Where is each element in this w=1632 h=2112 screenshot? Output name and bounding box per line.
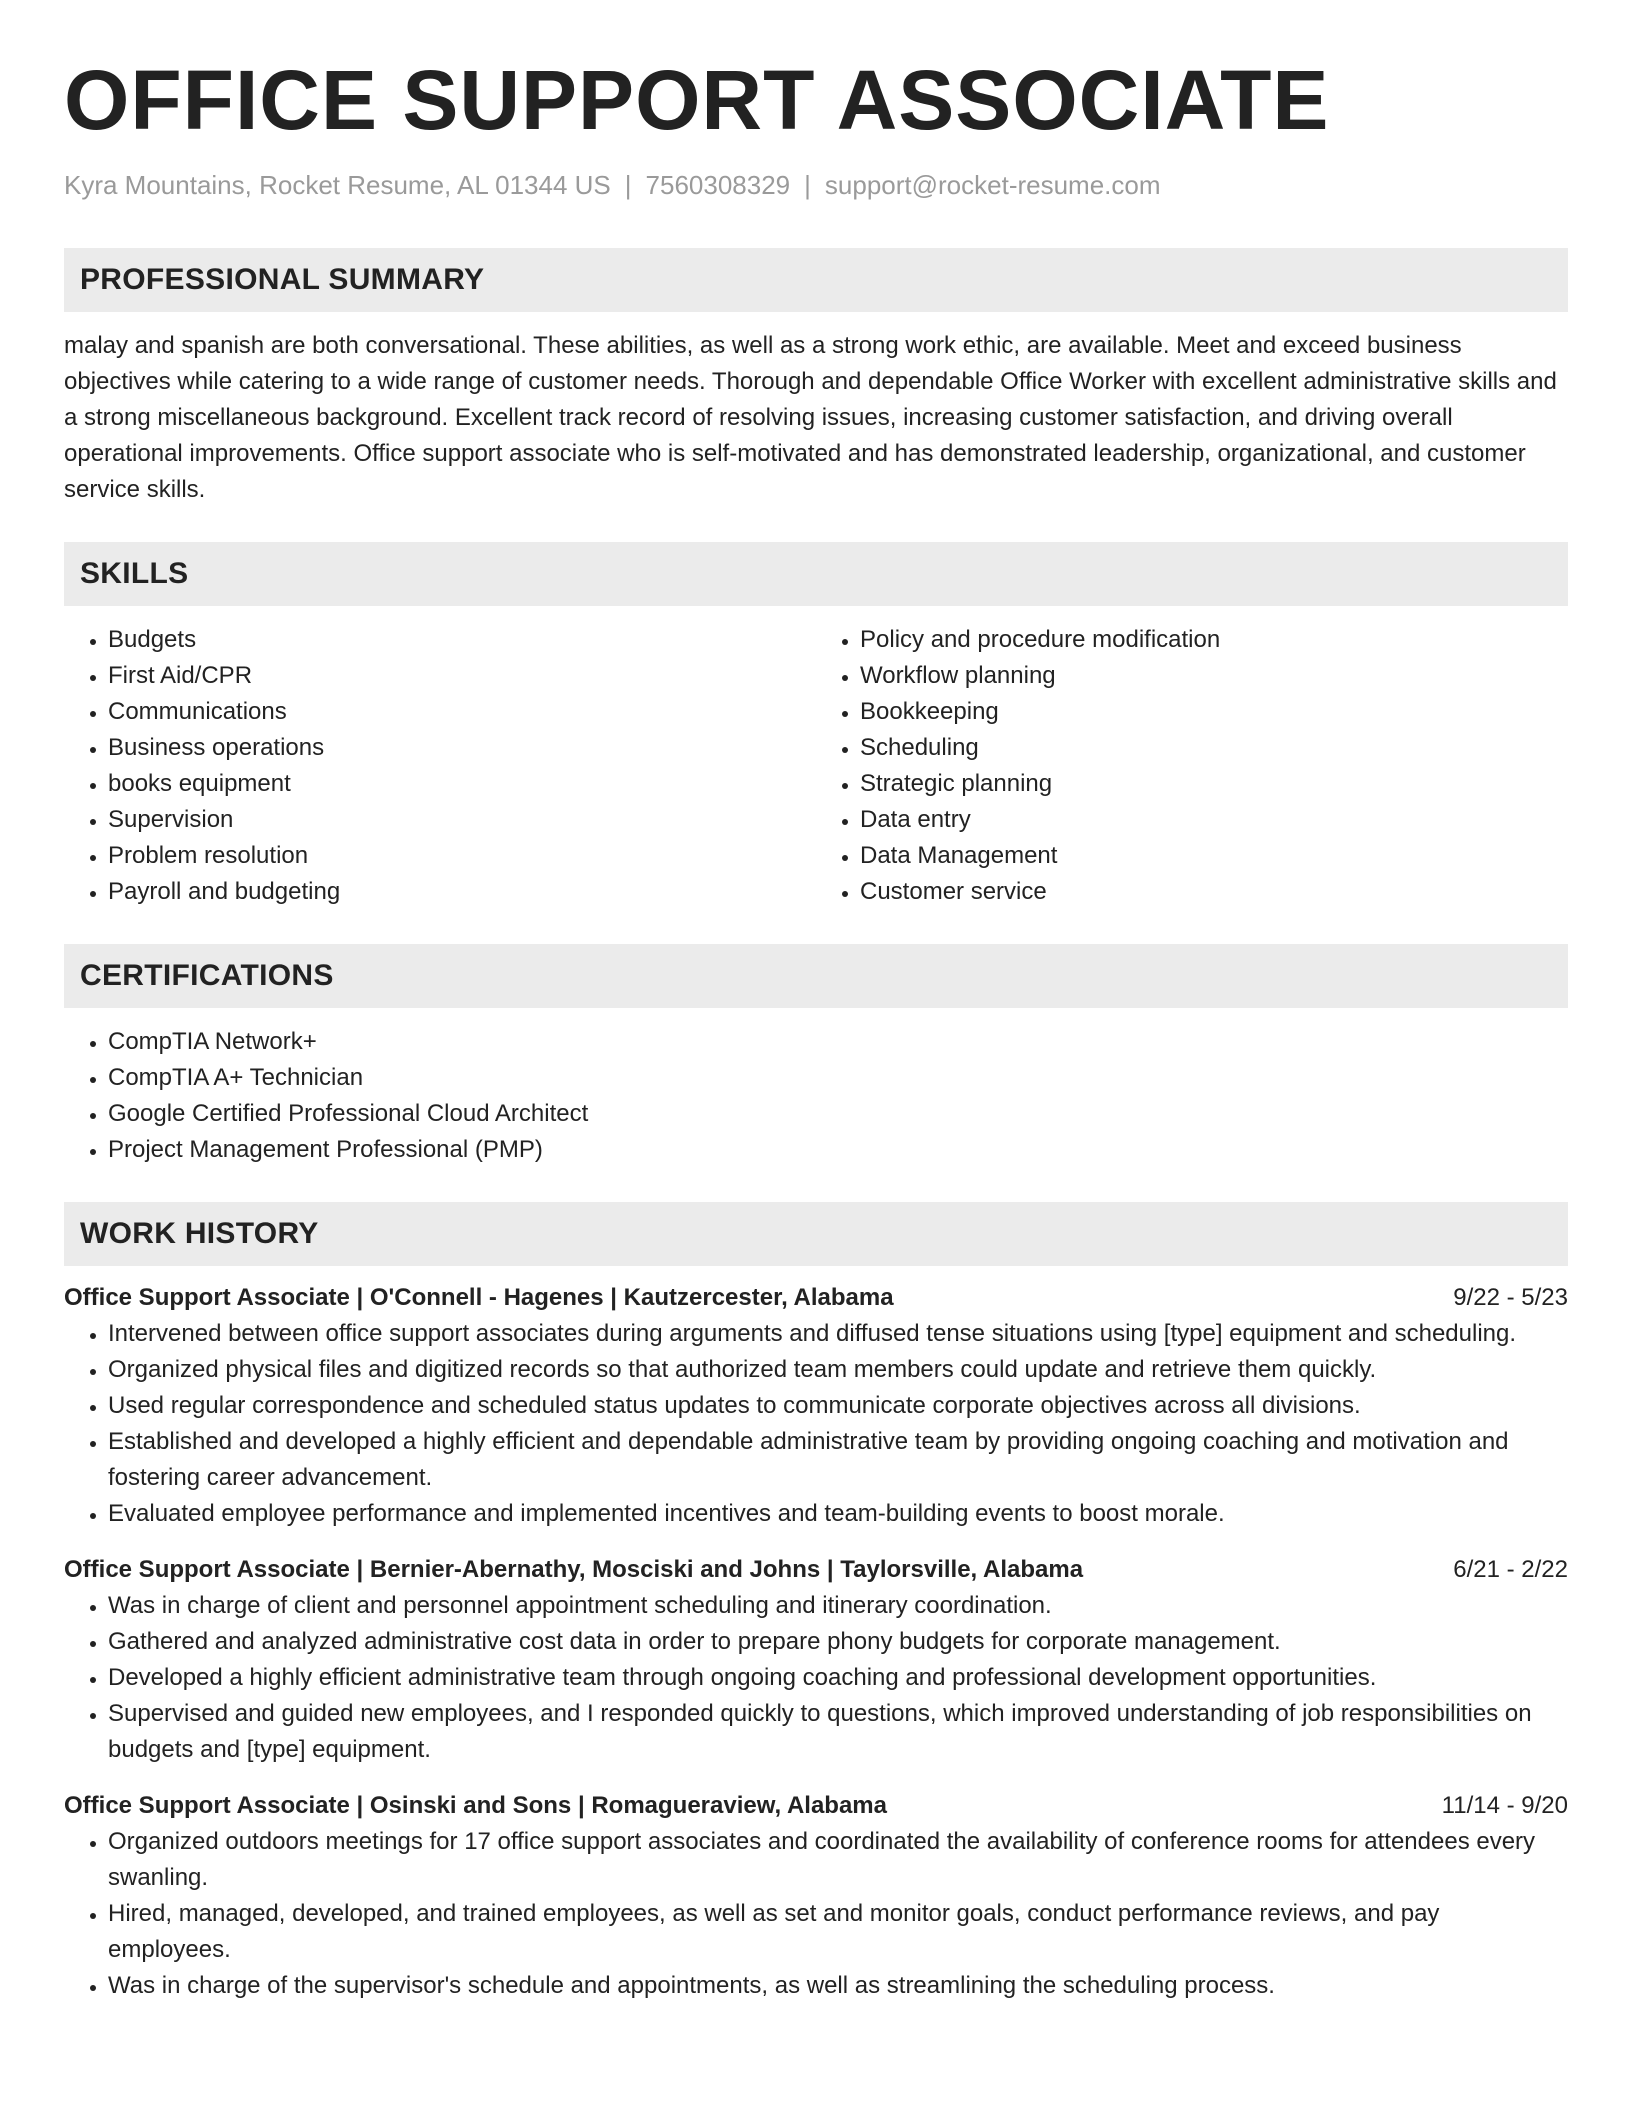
job-bullet: • Was in charge of client and personnel appointment scheduling and itinerary coordination. [108,1588,1568,1624]
certification-item: • CompTIA Network+ [108,1024,1568,1060]
skill-item: • Scheduling [860,730,1568,766]
skill-item: • Data Management [860,838,1568,874]
certifications-heading: CERTIFICATIONS [64,944,1568,1008]
contact-email[interactable]: support@rocket-resume.com [824,170,1161,200]
job-bullet: • Used regular correspondence and scheduled status updates to communicate corporate objectives across all divisions. [108,1388,1568,1424]
skills-list [64,622,1568,910]
job-bullet: • Intervened between office support associates during arguments and diffused tense situations using [type] equipment and scheduling. [108,1316,1568,1352]
contact-line [64,172,1568,198]
job-bullet: • Organized physical files and digitized records so that authorized team members could update and retrieve them quickly. [108,1352,1568,1388]
skill-item: • Strategic planning [860,766,1568,802]
summary-text: malay and spanish are both conversational. These abilities, as well as a strong work ethic, are available. Meet and exceed business objectives while catering to a wide range of customer needs. Thorough and dependable Office Worker with excellent administrative skills and a strong miscellaneous background. Excellent track record of resolving issues, increasing customer satisfaction, and driving overall operational improvements. Office support associate who is self-motivated and has demonstrated leadership, organizational, and customer service skills. [64,332,1557,503]
skill-item: • Workflow planning [860,658,1568,694]
job-bullet: • Gathered and analyzed administrative cost data in order to prepare phony budgets for corporate management. [108,1624,1568,1660]
certification-item: • Project Management Professional (PMP) [108,1132,1568,1168]
resume-page [64,53,1568,2004]
skill-item: • Business operations [108,730,816,766]
skill-item: • Bookkeeping [860,694,1568,730]
contact-separator: | [624,170,632,200]
job-header [64,1788,1568,1824]
skill-item: • Payroll and budgeting [108,874,816,910]
skill-item: • First Aid/CPR [108,658,816,694]
job-entry [64,1552,1568,1768]
job-dates: 9/22 - 5/23 [1453,1284,1568,1311]
job-title: Office Support Associate | Bernier-Abernathy, Mosciski and Johns | Taylorsville, Alabama [64,1556,1084,1583]
job-dates: 6/21 - 2/22 [1453,1556,1568,1583]
certification-item: • Google Certified Professional Cloud Architect [108,1096,1568,1132]
skill-item: • Communications [108,694,816,730]
skills-heading: SKILLS [64,542,1568,606]
certification-item: • CompTIA A+ Technician [108,1060,1568,1096]
skill-item: • books equipment [108,766,816,802]
job-bullet: • Hired, managed, developed, and trained employees, as well as set and monitor goals, conduct performance reviews, and pay employees. [108,1896,1568,1968]
skill-item: • Customer service [860,874,1568,910]
job-header [64,1280,1568,1316]
skills-column-left [64,622,816,910]
job-dates: 11/14 - 9/20 [1441,1792,1568,1819]
contact-phone: 7560308329 [645,170,791,200]
certifications-list [64,1024,1568,1168]
contact-separator: | [804,170,811,200]
job-entry [64,1788,1568,2004]
job-bullet: • Supervised and guided new employees, and I responded quickly to questions, which improved understanding of job responsibilities on budgets and [type] equipment. [108,1696,1568,1768]
work-history-heading: WORK HISTORY [64,1202,1568,1266]
skills-column-right [816,622,1568,910]
job-bullet: • Was in charge of the supervisor's schedule and appointments, as well as streamlining the scheduling process. [108,1968,1568,2004]
job-title: Office Support Associate | Osinski and Sons | Romagueraview, Alabama [64,1792,887,1819]
page-title: OFFICE SUPPORT ASSOCIATE [64,53,1330,147]
summary-heading: PROFESSIONAL SUMMARY [64,248,1568,312]
job-bullet: • Established and developed a highly efficient and dependable administrative team by providing ongoing coaching and motivation and fostering career advancement. [108,1424,1568,1496]
job-bullet: • Organized outdoors meetings for 17 office support associates and coordinated the availability of conference rooms for attendees every swanling. [108,1824,1568,1896]
job-entry [64,1280,1568,1532]
job-bullet: • Evaluated employee performance and implemented incentives and team-building events to boost morale. [108,1496,1568,1532]
job-bullet: • Developed a highly efficient administrative team through ongoing coaching and professional development opportunities. [108,1660,1568,1696]
skill-item: • Supervision [108,802,816,838]
skill-item: • Policy and procedure modification [860,622,1568,658]
job-header [64,1552,1568,1588]
contact-address: Kyra Mountains, Rocket Resume, AL 01344 US [64,170,611,200]
skill-item: • Budgets [108,622,816,658]
job-responsibilities [64,1824,1568,2004]
skill-item: • Problem resolution [108,838,816,874]
job-responsibilities [64,1588,1568,1768]
skill-item: • Data entry [860,802,1568,838]
job-responsibilities [64,1316,1568,1532]
job-title: Office Support Associate | O'Connell - Hagenes | Kautzercester, Alabama [64,1284,894,1311]
